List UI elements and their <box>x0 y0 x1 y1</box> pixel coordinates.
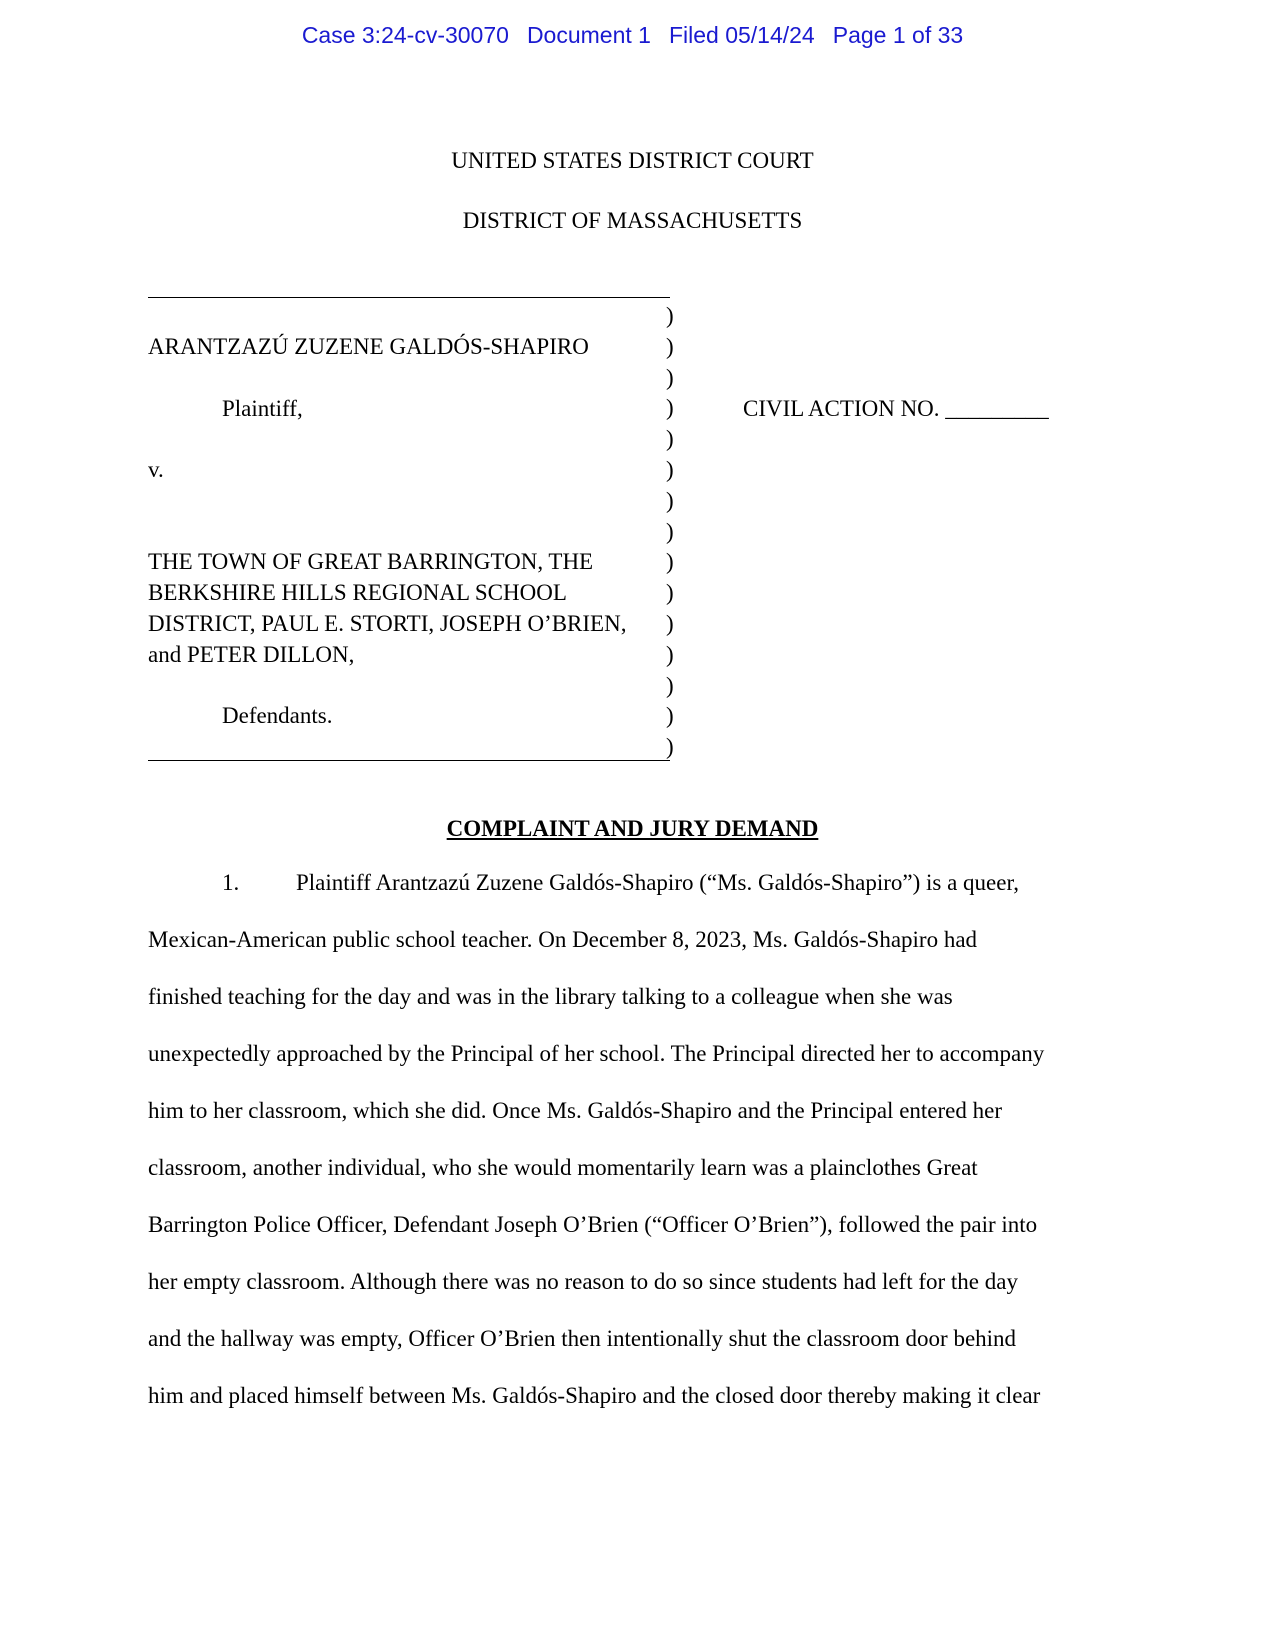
defendants-line: and PETER DILLON, <box>148 642 355 667</box>
caption-paren: ) <box>666 518 674 544</box>
document-number: Document 1 <box>526 22 651 48</box>
caption-paren: ) <box>666 672 674 698</box>
caption-paren: ) <box>666 456 674 482</box>
defendants-label: Defendants. <box>222 703 333 728</box>
caption-paren: ) <box>666 734 674 760</box>
plaintiff-name: ARANTZAZÚ ZUZENE GALDÓS-SHAPIRO <box>148 334 589 359</box>
defendants-line: THE TOWN OF GREAT BARRINGTON, THE <box>148 549 594 574</box>
caption-paren: ) <box>666 487 674 513</box>
paragraph-line: Plaintiff Arantzazú Zuzene Galdós-Shapiro (“Ms. Galdós-Shapiro”) is a queer, <box>296 870 1019 895</box>
caption-paren: ) <box>666 364 674 390</box>
caption-bottom-rule <box>148 760 670 761</box>
paragraph-line: her empty classroom. Although there was no reason to do so since students had left for the day <box>148 1269 1018 1294</box>
caption-paren: ) <box>666 549 674 575</box>
court-name: UNITED STATES DISTRICT COURT <box>451 148 814 173</box>
paragraph-number: 1. <box>222 870 240 895</box>
caption-paren: ) <box>666 703 674 729</box>
paragraph-line: and the hallway was empty, Officer O’Brien then intentionally shut the classroom door behind <box>148 1326 1017 1351</box>
paragraph-line: unexpectedly approached by the Principal of her school. The Principal directed her to accompany <box>148 1041 1045 1066</box>
case-number: Case 3:24-cv-30070 <box>301 22 509 48</box>
caption-paren: ) <box>666 395 674 421</box>
defendants-line: BERKSHIRE HILLS REGIONAL SCHOOL <box>148 580 567 605</box>
civil-action-number: CIVIL ACTION NO. _________ <box>743 396 1049 421</box>
caption-paren: ) <box>666 303 674 328</box>
caption-parentheses <box>666 301 674 763</box>
court-district: DISTRICT OF MASSACHUSETTS <box>462 208 803 233</box>
document-title: COMPLAINT AND JURY DEMAND <box>446 816 819 841</box>
paragraph-line: finished teaching for the day and was in the library talking to a colleague when she was <box>148 984 953 1009</box>
caption-paren: ) <box>666 580 674 606</box>
filing-header <box>0 22 1265 49</box>
filed-date: Filed 05/14/24 <box>668 22 815 48</box>
caption-top-rule <box>148 297 670 298</box>
caption-paren: ) <box>666 641 674 667</box>
page-number: Page 1 of 33 <box>832 22 964 48</box>
plaintiff-label: Plaintiff, <box>222 396 303 421</box>
defendants-line: DISTRICT, PAUL E. STORTI, JOSEPH O’BRIEN, <box>148 611 627 636</box>
caption-paren: ) <box>666 333 674 359</box>
versus: v. <box>148 457 164 482</box>
paragraph-line: him and placed himself between Ms. Galdós-Shapiro and the closed door thereby making it clear <box>148 1383 1041 1408</box>
paragraph-line: Barrington Police Officer, Defendant Joseph O’Brien (“Officer O’Brien”), followed the pair into <box>148 1212 1038 1237</box>
paragraph-line: him to her classroom, which she did. Once Ms. Galdós-Shapiro and the Principal entered her <box>148 1098 1002 1123</box>
caption-paren: ) <box>666 610 674 636</box>
paragraph-line: Mexican-American public school teacher. On December 8, 2023, Ms. Galdós-Shapiro had <box>148 927 978 952</box>
paragraph-line: classroom, another individual, who she would momentarily learn was a plainclothes Great <box>148 1155 978 1180</box>
caption-paren: ) <box>666 426 674 452</box>
